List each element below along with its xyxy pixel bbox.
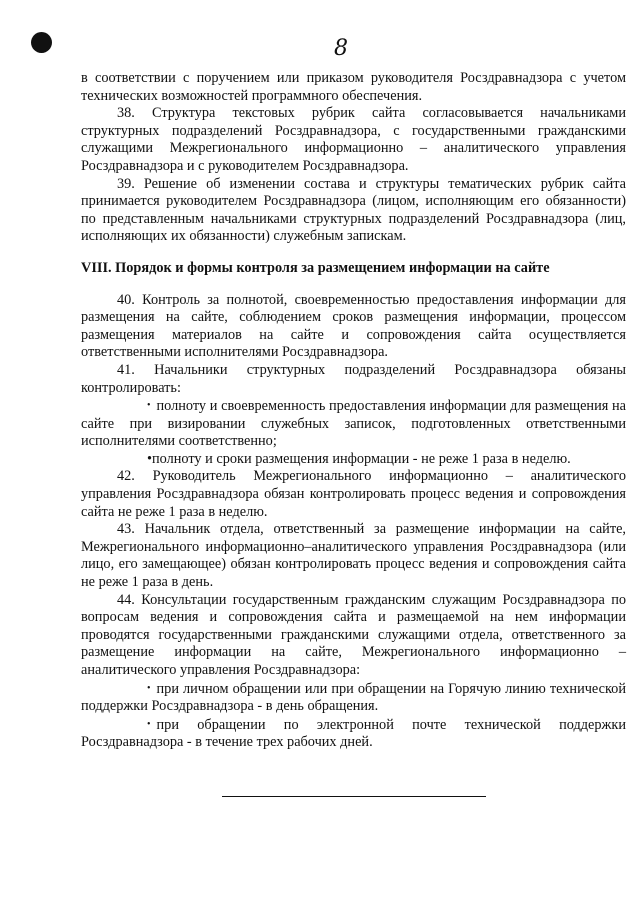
bullet-dot: • xyxy=(147,682,151,694)
bullet-item xyxy=(81,716,626,752)
bullet-text: полноту и сроки размещения информации - не реже 1 раза в неделю. xyxy=(152,450,571,467)
bullet-item xyxy=(81,397,626,451)
bullet-text: при личном обращении или при обращении на Горячую линию технической поддержки Росздравнадзора - в день обращения. xyxy=(81,680,626,715)
end-separator-line xyxy=(222,796,486,797)
paragraph-43: 43. Начальник отдела, ответственный за размещение информации на сайте, Межрегионального информационно–аналитического управления Росздравнадзора (или лицо, его замещающее) обязан контролировать процесс ведения и сопровождения сайта не реже 1 раза в день. xyxy=(81,521,626,591)
bullet-text: полноту и своевременность предоставления информации для размещения на сайте при визировании служебных записок, подготовленных ответственными исполнителями соответственно; xyxy=(81,398,626,450)
page-number: 8 xyxy=(334,36,348,61)
paragraph-41: 41. Начальники структурных подразделений Росздравнадзора обязаны контролировать: xyxy=(81,361,626,396)
paragraph-38: 38. Структура текстовых рубрик сайта согласовывается начальниками структурных подразделений Росздравнадзора, с государственными гражданскими служащими Межрегионального информационно – аналитического управления Росздравнадзора и с руководителем Росздравнадзора. xyxy=(81,105,626,174)
paragraph-40: 40. Контроль за полнотой, своевременностью предоставления информации для размещения на сайте, соблюдением сроков размещения информации, процессом размещения материалов на сайте и сопровождения сайта осуществляется ответственными исполнителями Росздравнадзора. xyxy=(81,291,626,361)
punch-hole xyxy=(31,32,52,53)
bullet-text: при обращении по электронной почте технической поддержки Росздравнадзора - в течение трех рабочих дней. xyxy=(81,716,626,751)
paragraph-39: 39. Решение об изменении состава и структуры тематических рубрик сайта принимается руководителем Росздравнадзора (лицом, исполняющим его обязанности) по представленным начальниками структурных подразделений Росздравнадзора (лиц, исполняющих их обязанности) служебным запискам. xyxy=(81,175,626,245)
document-body xyxy=(81,70,626,752)
bullet-item xyxy=(81,451,626,469)
paragraph-44: 44. Консультации государственным гражданским служащим Росздравнадзора по вопросам ведения и сопровождения сайта и размещаемой на нем информации проводятся государственными гражданскими служащими отдела, ответственного за размещение информации на сайте, Межрегионального информационно – аналитического управления Росздравнадзора: xyxy=(81,591,626,678)
bullet-dot: • xyxy=(147,718,151,730)
bullet-item xyxy=(81,680,626,716)
bullet-dot: • xyxy=(147,400,151,412)
section-heading: VIII. Порядок и формы контроля за размещением информации на сайте xyxy=(81,259,550,276)
bullet-dot: • xyxy=(147,450,153,467)
paragraph-42: 42. Руководитель Межрегионального информационно – аналитического управления Росздравнадзора обязан контролировать процесс ведения и сопровождения сайта не реже 1 раза в неделю. xyxy=(81,468,626,520)
paragraph-intro: в соответствии с поручением или приказом руководителя Росздравнадзора с учетом технических возможностей программного обеспечения. xyxy=(81,70,626,104)
